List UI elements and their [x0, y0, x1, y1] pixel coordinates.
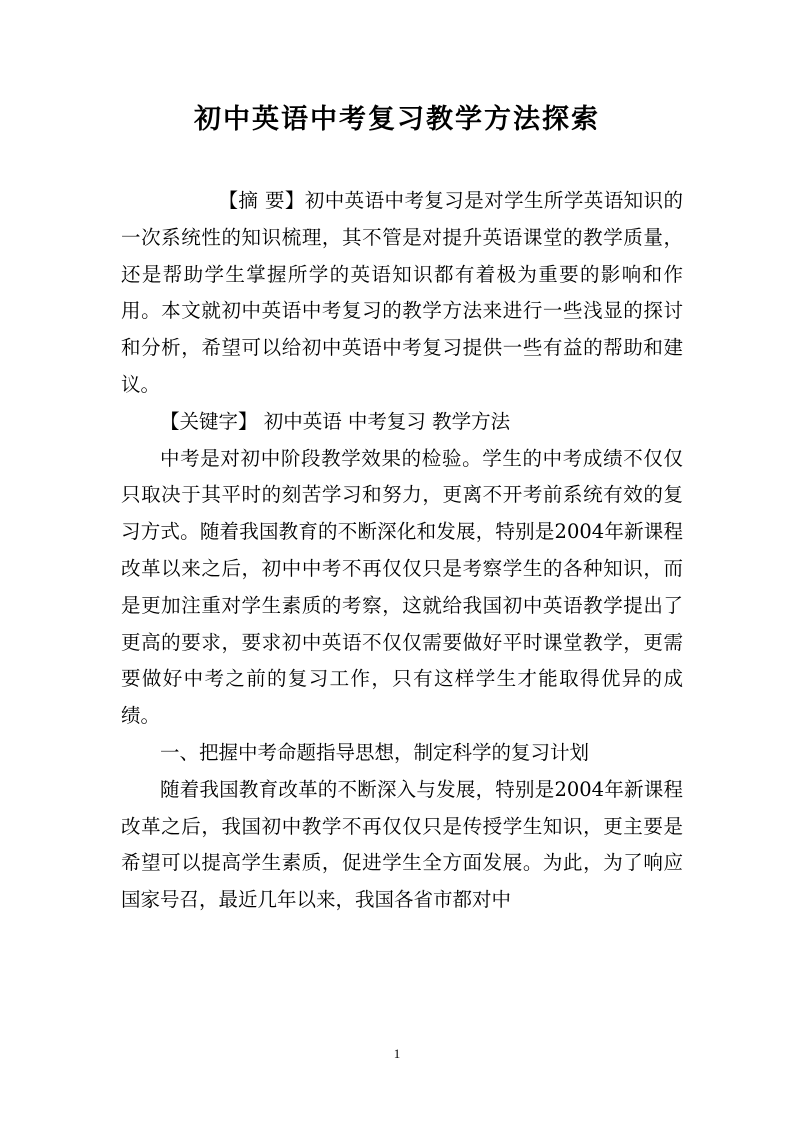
abstract-paragraph	[121, 183, 683, 404]
keywords-label: 【关键字】	[160, 409, 258, 433]
abstract-label: 【摘 要】	[218, 189, 305, 212]
body-paragraph-1: 中考是对初中阶段教学效果的检验。学生的中考成绩不仅仅只取决于其平时的刻苦学习和努力，更离不开考前系统有效的复习方式。随着我国教育的不断深化和发展，特别是2004年新课程改革以来之后，初中中考不再仅仅只是考察学生的各种知识，而是更加注重对学生素质的考察，这就给我国初中英语教学提出了更高的要求，要求初中英语不仅仅需要做好平时课堂教学，更需要做好中考之前的复习工作，只有这样学生才能取得优异的成绩。	[121, 446, 683, 728]
abstract-text: 初中英语中考复习是对学生所学英语知识的一次系统性的知识梳理，其不管是对提升英语课堂的教学质量，还是帮助学生掌握所学的英语知识都有着极为重要的影响和作用。本文就初中英语中考复习的教学方法来进行一些浅显的探讨和分析，希望可以给初中英语中考复习提供一些有益的帮助和建议。	[121, 189, 683, 396]
keywords-text: 初中英语 中考复习 教学方法	[257, 409, 511, 433]
section-heading-1: 一、把握中考命题指导思想，制定科学的复习计划	[160, 740, 590, 764]
page-number: 1	[393, 1046, 401, 1061]
body-paragraph-2: 随着我国教育改革的不断深入与发展，特别是2004年新课程改革之后，我国初中教学不再仅仅只是传授学生知识，更主要是希望可以提高学生素质，促进学生全方面发展。为此，为了响应国家号召，最近几年以来，我国各省市都对中	[121, 777, 683, 912]
document-body	[121, 183, 683, 919]
keywords-paragraph	[121, 404, 683, 441]
document-title: 初中英语中考复习教学方法探索	[194, 104, 600, 135]
